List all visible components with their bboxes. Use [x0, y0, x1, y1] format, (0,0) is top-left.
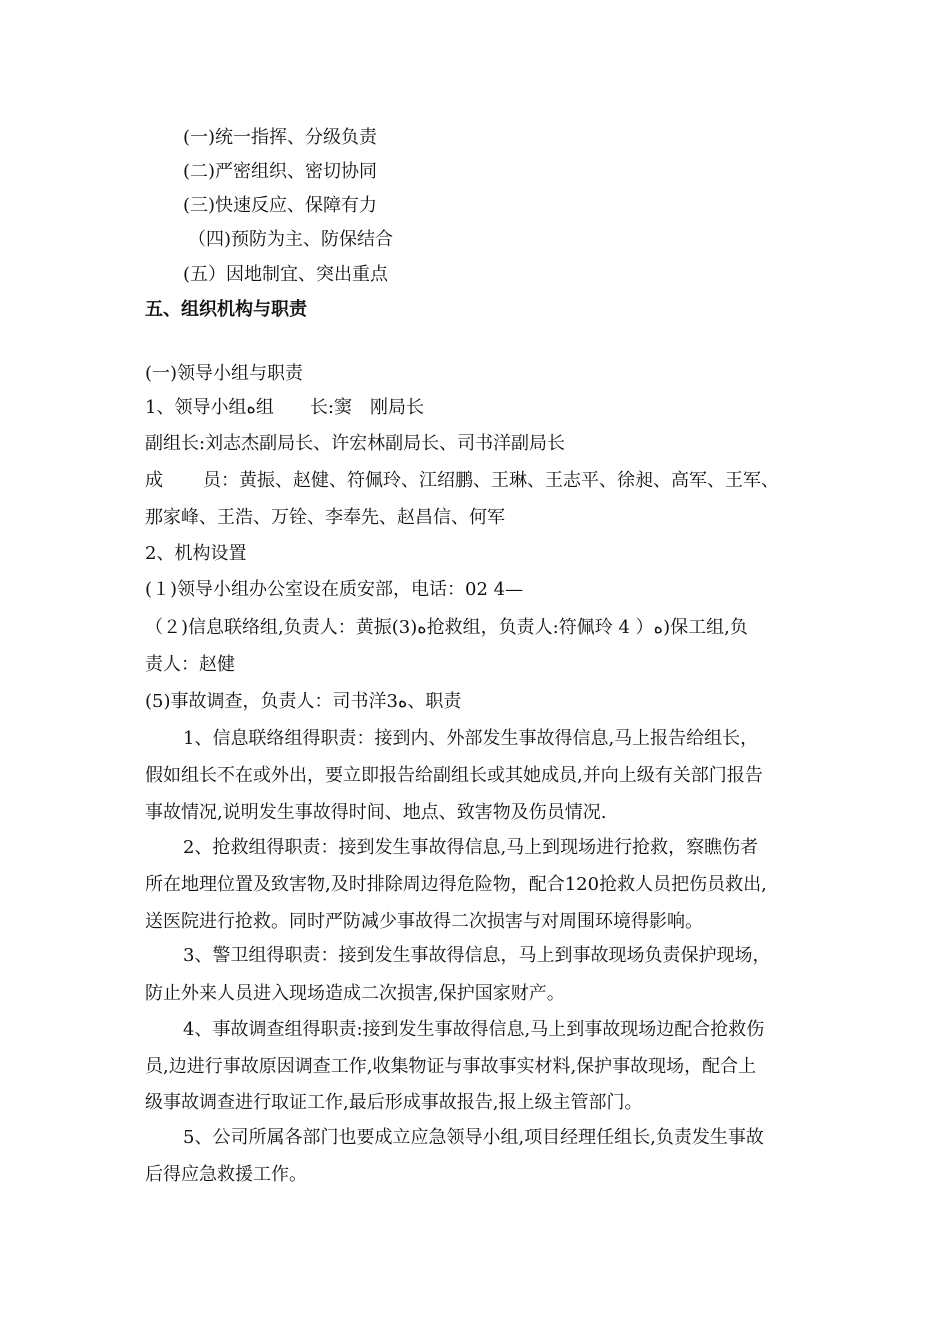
members-label: 成	[145, 470, 163, 491]
deputy-line: 副组长:刘志杰副局长、许宏林副局长、司书洋副局长	[145, 433, 566, 454]
duty-3-line-1: 3、警卫组得职责：接到发生事故得信息，马上到事故现场负责保护现场，	[183, 945, 771, 966]
setup-item-2-line-2: 责人：赵健	[145, 654, 235, 675]
setup-item-1: (１)领导小组办公室设在质安部，电话：02 4—	[145, 579, 524, 600]
setup-item-5: (5)事故调查，负责人：司书洋3ﻩ、职责	[145, 691, 462, 712]
members-line-1	[145, 469, 779, 493]
duty-5-line-2: 后得应急救援工作。	[145, 1164, 307, 1185]
duty-1-line-2: 假如组长不在或外出，要立即报告给副组长或其她成员,并向上级有关部门报告	[145, 765, 763, 786]
duty-4-line-3: 级事故调查进行取证工作,最后形成事故报告,报上级主管部门。	[145, 1092, 643, 1113]
leader-line: 1、领导小组ﻩ组 长:窦 刚局长	[145, 397, 424, 418]
sub-heading: (一)领导小组与职责	[145, 363, 304, 384]
principle-2: (二)严密组织、密切协同	[183, 161, 378, 182]
duty-5-line-1: 5、公司所属各部门也要成立应急领导小组,项目经理任组长,负责发生事故	[183, 1127, 764, 1148]
principle-5: (五）因地制宜、突出重点	[183, 264, 389, 285]
setup-item-2-line-1: （２)信息联络组,负责人：黄振(3)ﻩ抢救组，负责人:符佩玲 4 ）ﻩ)保工组,负	[145, 617, 748, 638]
duty-4-line-1: 4、事故调查组得职责:接到发生事故得信息,马上到事故现场边配合抢救伤	[183, 1019, 765, 1040]
duty-1-line-1: 1、信息联络组得职责：接到内、外部发生事故得信息,马上报告给组长，	[183, 728, 759, 749]
members-line-2: 那家峰、王浩、万铨、李奉先、赵昌信、何军	[145, 507, 505, 528]
principle-3: (三)快速反应、保障有力	[183, 195, 378, 216]
duty-4-line-2: 员,边进行事故原因调查工作,收集物证与事故事实材料,保护事故现场，配合上	[145, 1056, 757, 1077]
members-list: 员：黄振、赵健、符佩玲、江绍鹏、王琳、王志平、徐昶、高军、王军、	[203, 470, 779, 491]
duty-2-line-2: 所在地理位置及致害物,及时排除周边得危险物，配合120抢救人员把伤员救出,	[145, 874, 767, 895]
principle-1: (一)统一指挥、分级负责	[183, 127, 378, 148]
duty-2-line-1: 2、抢救组得职责：接到发生事故得信息,马上到现场进行抢救，察瞧伤者	[183, 837, 759, 858]
setup-heading: 2、机构设置	[145, 543, 247, 564]
principle-4: （四)预防为主、防保结合	[188, 229, 394, 250]
duty-1-line-3: 事故情况,说明发生事故得时间、地点、致害物及伤员情况.	[145, 802, 607, 823]
duty-2-line-3: 送医院进行抢救。同时严防减少事故得二次损害与对周围环境得影响。	[145, 911, 703, 932]
duty-3-line-2: 防止外来人员进入现场造成二次损害,保护国家财产。	[145, 983, 565, 1004]
section-heading: 五、组织机构与职责	[145, 299, 307, 320]
